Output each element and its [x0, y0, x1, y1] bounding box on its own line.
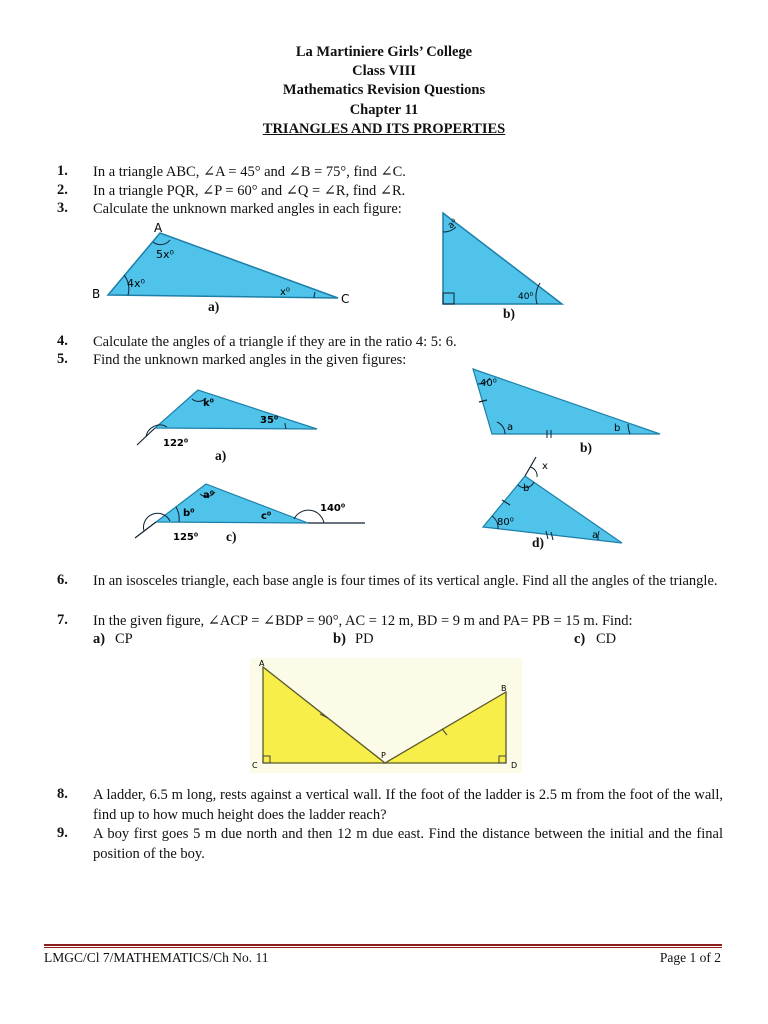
angle-label-35: 35⁰	[260, 415, 279, 426]
question-text: In the given figure, ∠ACP = ∠BDP = 90°, AC = 12 m, BD = 9 m and PA= PB = 15 m. Find:	[93, 613, 633, 629]
question-text: In a triangle PQR, ∠P = 60° and ∠Q = ∠R, find ∠R.	[93, 183, 406, 199]
figure-q3a-triangle	[90, 220, 360, 310]
angle-label-b: b	[523, 483, 530, 494]
angle-label-a: a	[592, 530, 599, 541]
class-name: Class VIII	[352, 63, 416, 79]
angle-label-122: 122⁰	[163, 438, 189, 449]
footer-rule-thin	[44, 947, 722, 948]
vertex-label-a: A	[154, 221, 163, 235]
angle-label-c: x⁰	[280, 287, 290, 298]
angle-label-a: a⁰	[446, 217, 460, 232]
part-label-c: c)	[574, 631, 586, 647]
figure-q5d-triangle	[480, 455, 630, 550]
part-label-b: b)	[333, 631, 346, 647]
angle-label-x: x	[542, 461, 548, 472]
question-number: 2.	[57, 182, 68, 198]
angle-label-b: 4x⁰	[127, 277, 145, 290]
figure-label-q5d: d)	[532, 535, 545, 550]
angle-label-b: b⁰	[183, 508, 195, 519]
point-label-d: D	[511, 761, 518, 770]
question-number: 5.	[57, 351, 68, 367]
part-text-c: CD	[596, 631, 617, 647]
question-text: Calculate the unknown marked angles in each figure:	[93, 201, 402, 217]
question-number: 3.	[57, 200, 68, 216]
question-text: A boy first goes 5 m due north and then 12 m due east. Find the distance between the initial and the final position of the boy.	[93, 826, 723, 862]
angle-label-c: c⁰	[261, 511, 272, 522]
question-number: 1.	[57, 163, 68, 179]
question-text: In a triangle ABC, ∠A = 45° and ∠B = 75°, find ∠C.	[93, 164, 406, 180]
figure-q5b-triangle	[470, 366, 665, 438]
angle-label-80: 80⁰	[497, 517, 514, 528]
chapter-number: Chapter 11	[349, 102, 419, 118]
question-text: In an isosceles triangle, each base angle is four times of its vertical angle. Find all the angles of the triangle.	[93, 573, 718, 589]
point-label-p: P	[381, 751, 386, 760]
figure-q5c-triangle	[133, 478, 368, 544]
angle-label-a: a	[507, 422, 514, 433]
part-label-a: a)	[93, 631, 106, 647]
footer-rule	[44, 944, 722, 946]
figure-label-q3b: b)	[503, 306, 516, 321]
angle-label-a: a⁰	[203, 490, 215, 501]
question-number: 6.	[57, 572, 68, 588]
question-number: 8.	[57, 786, 68, 802]
chapter-title: TRIANGLES AND ITS PROPERTIES	[262, 121, 506, 137]
part-text-a: CP	[115, 631, 133, 647]
figure-label-q3a: a)	[208, 299, 220, 314]
angle-label-40: 40⁰	[480, 378, 497, 389]
angle-label-a: 5x⁰	[156, 248, 174, 261]
subject-title: Mathematics Revision Questions	[282, 82, 486, 98]
point-label-b: B	[501, 684, 507, 693]
question-number: 4.	[57, 333, 68, 349]
angle-label-k: k⁰	[203, 398, 215, 409]
question-number: 7.	[57, 612, 68, 628]
vertex-label-c: C	[341, 292, 350, 306]
angle-label-b: b	[614, 423, 621, 434]
question-text: Find the unknown marked angles in the given figures:	[93, 352, 407, 368]
part-text-b: PD	[355, 631, 374, 647]
point-label-a: A	[259, 659, 265, 668]
figure-q3b-right-triangle	[440, 210, 570, 310]
point-label-c: C	[252, 761, 258, 770]
angle-label-125: 125⁰	[173, 532, 199, 543]
school-name: La Martiniere Girls’ College	[295, 44, 473, 60]
angle-label-140: 140⁰	[320, 503, 346, 514]
question-number: 9.	[57, 825, 68, 841]
angle-label-40: 40⁰	[518, 292, 534, 302]
figure-label-q5b: b)	[580, 440, 593, 455]
figure-label-q5a: a)	[215, 448, 227, 463]
question-text: A ladder, 6.5 m long, rests against a vertical wall. If the foot of the ladder is 2.5 m from the foot of the wall, find up to how much height does the ladder reach?	[93, 787, 723, 823]
vertex-label-b: B	[92, 287, 101, 301]
figure-q5a-triangle	[135, 385, 325, 455]
page-number: Page 1 of 2	[659, 950, 721, 965]
question-text: Calculate the angles of a triangle if they are in the ratio 4: 5: 6.	[93, 334, 457, 350]
footer-reference: LMGC/Cl 7/MATHEMATICS/Ch No. 11	[44, 950, 269, 965]
figure-q7-ladder-triangles	[250, 658, 522, 773]
figure-label-q5c: c)	[226, 529, 237, 544]
